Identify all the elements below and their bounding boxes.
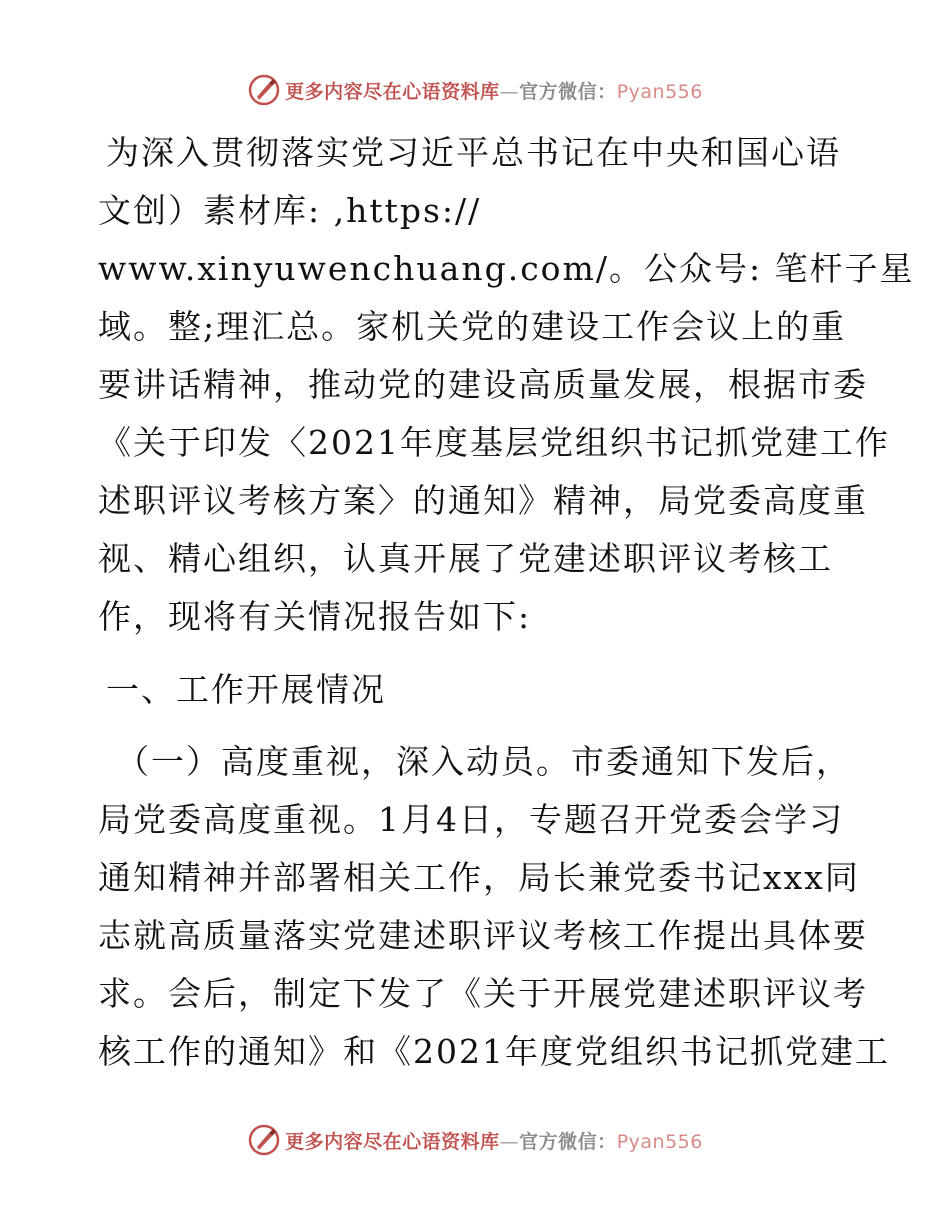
banner-main-text: 更多内容尽在心语资料库 (285, 80, 500, 103)
subsection-line: （一）高度重视，深入动员。市委通知下发后， (116, 742, 851, 781)
paragraph-line: 域。整;理汇总。家机关党的建设工作会议上的重 (98, 307, 847, 346)
document-body (98, 124, 915, 1081)
paragraph-line: 视、精心组织，认真开展了党建述职评议考核工 (98, 539, 833, 578)
banner-colon: ： (597, 80, 617, 103)
pen-logo-icon (247, 73, 281, 107)
paragraph-line: www.xinyuwenchuang.com/。公众号: 笔杆子星 (98, 249, 915, 288)
subsection-line: 志就高质量落实党建述职评议考核工作提出具体要 (98, 916, 868, 955)
banner-wechat-id: Pyan556 (616, 1130, 703, 1153)
paragraph-line: 文创）素材库: ,https:// (98, 191, 482, 230)
banner-text (285, 1127, 703, 1154)
subsection-line: 通知精神并部署相关工作，局长兼党委书记xxx同 (98, 858, 860, 897)
banner-wechat-id: Pyan556 (616, 80, 703, 103)
banner-dash: — (499, 1130, 520, 1153)
banner-official-label: 官方微信 (519, 1130, 598, 1153)
banner-colon: ： (597, 1130, 617, 1153)
banner-text (285, 77, 703, 104)
pen-logo-icon (247, 1123, 281, 1157)
banner-dash: — (499, 80, 520, 103)
subsection-line: 局党委高度重视。1月4日，专题召开党委会学习 (98, 800, 844, 839)
subsection-line: 求。会后，制定下发了《关于开展党建述职评议考 (98, 974, 868, 1013)
banner-official-label: 官方微信 (519, 80, 598, 103)
subsection-line: 核工作的通知》和《2021年度党组织书记抓党建工 (98, 1032, 890, 1071)
header-banner (0, 70, 950, 110)
paragraph-line: 为深入贯彻落实党习近平总书记在中央和国心语 (106, 133, 841, 172)
paragraph-line: 要讲话精神，推动党的建设高质量发展，根据市委 (98, 365, 868, 404)
paragraph-line: 《关于印发〈2021年度基层党组织书记抓党建工作 (98, 423, 890, 462)
paragraph-line: 作，现将有关情况报告如下: (98, 597, 532, 636)
paragraph-line: 述职评议考核方案〉的通知》精神，局党委高度重 (98, 481, 868, 520)
banner-main-text: 更多内容尽在心语资料库 (285, 1130, 500, 1153)
footer-banner (0, 1120, 950, 1160)
section-heading: 一、工作开展情况 (106, 670, 386, 709)
